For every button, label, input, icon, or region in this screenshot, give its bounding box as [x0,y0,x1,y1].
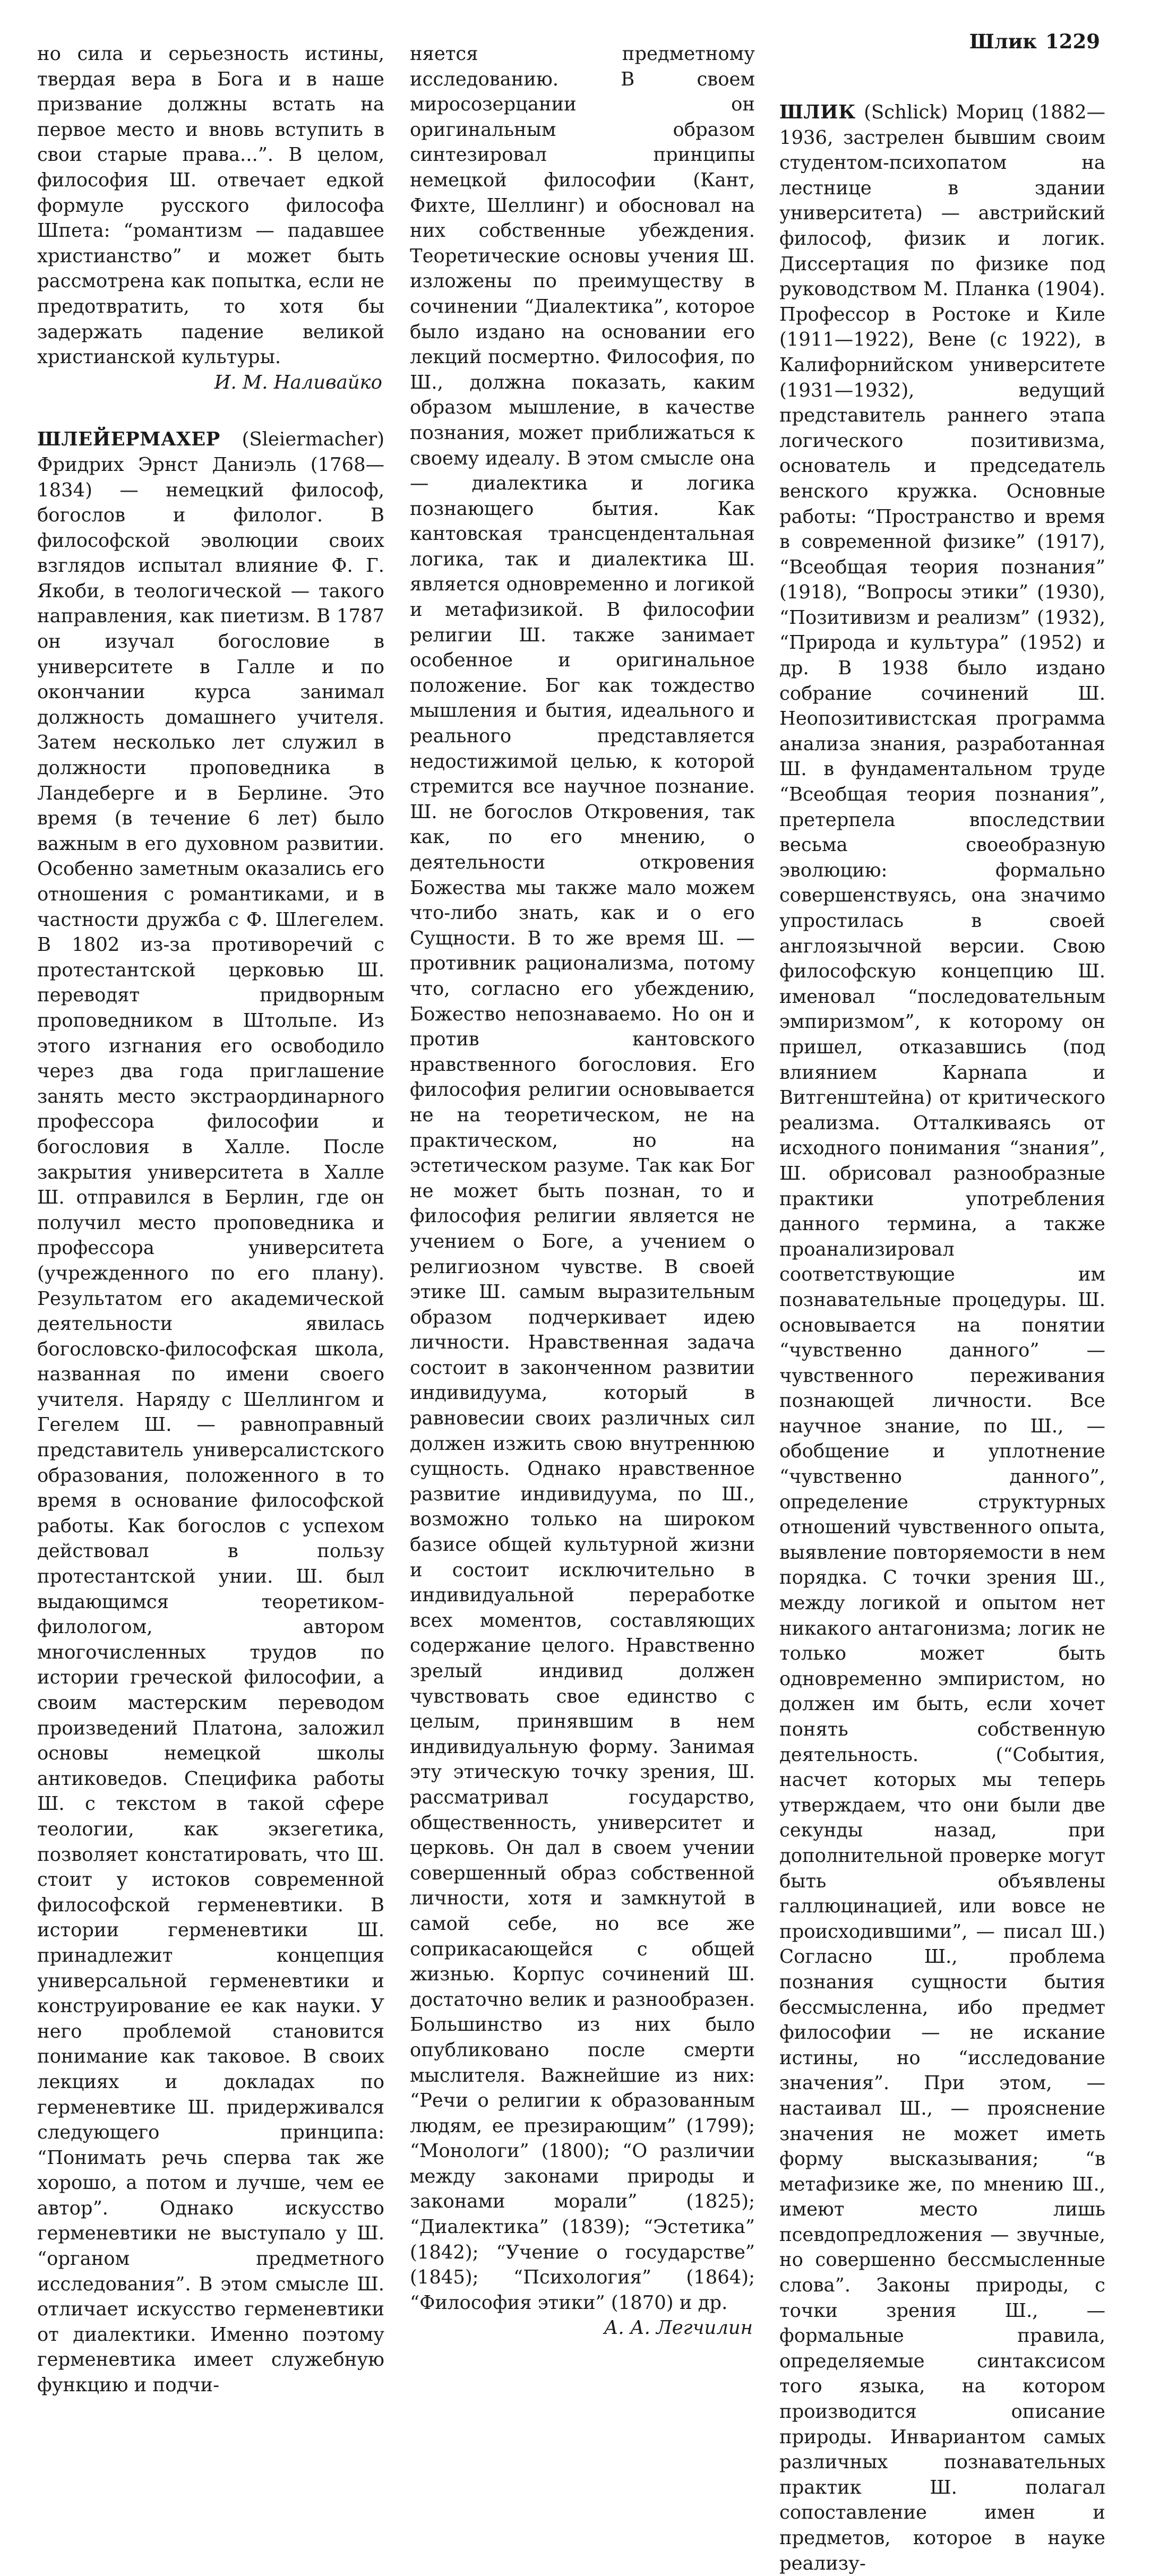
entry-text: (Sleiermacher) Фридрих Эрнст Даниэль (1768—1834) — немецкий философ, богослов и филолог. В философской эволюции своих взглядов испытал влияние Ф. Г. Якоби, в теологической — такого направления, как пиетизм. В 1787 он изучал богословие в университете в Галле и по окончании курса занимал должность домашнего учителя. Затем несколько лет служил в должности проповедника в Ландеберге и в Берлине. Это время (в течение 6 лет) было важным в его духовном развитии. Особенно заметным оказались его отношения с романтиками, и в частности дружба с Ф. Шлегелем. В 1802 из-за противоречий с протестантской церковью Ш. переводят придворным проповедником в Штольпе. Из этого изгнания его освободило через два года приглашение занять место экстраординарного профессора философии и богословия в Халле. После закрытия университета в Халле Ш. отправился в Берлин, где он получил место проповедника и профессора университета (учрежденного по его плану). Результатом его академической деятельности явилась богословско-философская школа, названная по имени своего учителя. Наряду с Шеллингом и Гегелем Ш. — равноправный представитель универсалистского образования, положенного в то время в основание философской работы. Как богослов с успехом действовал в пользу протестантской унии. Ш. был выдающимся теоретиком-филологом, автором многочисленных трудов по истории греческой философии, а своим мастерским переводом произведений Платона, заложил основы немецкой школы антиковедов. Специфика работы Ш. с текстом в такой сфере теологии, как экзегетика, позволяет констатировать, что Ш. стоит у истоков современной философской герменевтики. В истории герменевтики Ш. принадлежит концепция универсальной герменевтики и конструирование ее как науки. У него проблемой становится понимание как таковое. В своих лекциях и докладах по герменевтике Ш. придерживался следующего принципа: “Понимать речь сперва так же хорошо, а потом и лучше, чем ее автор”. Однако искусство герменевтики не выступало у Ш. “органом предметного исследования”. В этом смысле Ш. отличает искусство герменевтики от диалектики. Именно поэтому герменевтика имеет служебную функцию и подчи- [37,428,384,2397]
column-1 [37,41,384,2397]
entry-headword: ШЛИК [779,101,856,123]
entry-schlick [779,100,1105,2576]
entry-headword: ШЛЕЙЕРМАХЕР [37,428,220,451]
column-3 [779,100,1106,2574]
author-signature: И. М. Наливайко [214,371,382,393]
paragraph-continued: но сила и серьезность истины, твердая вера в Бога и в наше призвание должны встать на первое место и вновь вступить в свои старые права...”. В целом, философия Ш. отвечает едкой формуле русского философа Шпета: “романтизм — падавшее христианство” и может быть рассмотрена как попытка, если не предотвратить, то хотя бы задержать падение великой христианской культуры. [37,43,384,368]
running-header-title: Шлик [969,30,1037,53]
column-2 [410,41,755,2339]
author-signature: А. А. Легчилин [604,2317,753,2339]
entry-gap [37,395,384,427]
entry-text-continued: няется предметному исследованию. В своем миросозерцании он оригинальным образом синтезировал принципы немецкой философии (Кант, Фихте, Шеллинг) и обосновал на них собственные убеждения. Теоретические основы учения Ш. изложены по преимуществу в сочинении “Диалектика”, которое было издано на основании его лекций посмертно. Философия, по Ш., должна показать, каким образом мышление, в качестве познания, может приближаться к своему идеалу. В этом смысле она — диалектика и логика познающего бытия. Как кантовская трансцендентальная логика, так и диалектика Ш. является одновременно и логикой и метафизикой. В философии религии Ш. также занимает особенное и оригинальное положение. Бог как тождество мышления и бытия, идеального и реального представляется недостижимой целью, к которой стремится все научное познание. Ш. не богослов Откровения, так как, по его мнению, о деятельности откровения Божества мы также мало можем что-либо знать, как и о его Сущности. В то же время Ш. — противник рационализма, потому что, согласно его убеждению, Божество непознаваемо. Но он и против кантовского нравственного богословия. Его философия религии основывается не на теоретическом, не на практическом, но на эстетическом разуме. Так как Бог не может быть познан, то и философия религии является не учением о Боге, а учением о религиозном чувстве. В своей этике Ш. самым выразительным образом подчеркивает идею личности. Нравственная задача состоит в законченном развитии индивидуума, который в равновесии своих различных сил должен изжить свою внутреннюю сущность. Однако нравственное развитие индивидуума, по Ш., возможно только на широком базисе общей культурной жизни и состоит исключительно в индивидуальной переработке всех моментов, составляющих содержание целого. Нравственно зрелый индивид должен чувствовать свое единство с целым, принявшим в нем индивидуальную форму. Занимая эту этическую точку зрения, Ш. рассматривал государство, общественность, университет и церковь. Он дал в своем учении совершенный образ собственной личности, хотя и замкнутой в самой себе, но все же соприкасающейся с общей жизнью. Корпус сочинений Ш. достаточно велик и разнообразен. Большинство из них было опубликовано после смерти мыслителя. Важнейшие из них: “Речи о религии к образованным людям, ее презирающим” (1799); “Монологи” (1800); “О различии между законами природы и законами морали” (1825); “Диалектика” (1839); “Эстетика” (1842); “Учение о государстве” (1845); “Психология” (1864); “Философия этики” (1870) и др. [410,43,755,2314]
page-number: 1229 [1045,30,1100,53]
running-header [969,30,1100,53]
entry-schleiermacher [37,427,384,2398]
entry-text: (Schlick) Мориц (1882—1936, застрелен бывшим своим студентом-психопатом на лестнице в здании университета) — австрийский философ, физик и логик. Диссертация по физике под руководством М. Планка (1904). Профессор в Ростоке и Киле (1911—1922), Вене (с 1922), в Калифорнийском университете (1931—1932), ведущий представитель раннего этапа логического позитивизма, основатель и председатель венского кружка. Основные работы: “Пространство и время в современной физике” (1917), “Всеобщая теория познания” (1918), “Вопросы этики” (1930), “Позитивизм и реализм” (1932), “Природа и культура” (1952) и др. В 1938 было издано собрание сочинений Ш. Неопозитивистская программа анализа знания, разработанная Ш. в фундаментальном труде “Всеобщая теория познания”, претерпела впоследствии весьма своеобразную эволюцию: формально совершенствуясь, она значимо упростилась в своей англоязычной версии. Свою философскую концепцию Ш. именовал “последовательным эмпиризмом”, к которому он пришел, отказавшись (под влиянием Карнапа и Витгенштейна) от критического реализма. Отталкиваясь от исходного понимания “знания”, Ш. обрисовал разнообразные практики употребления данного термина, а также проанализировал соответствующие им познавательные процедуры. Ш. основывается на понятии “чувственно данного” — чувственного переживания познающей личности. Все научное знание, по Ш., — обобщение и уплотнение “чувственно данного”, определение структурных отношений чувственного опыта, выявление повторяемости в нем порядка. С точки зрения Ш., между логикой и опытом нет никакого антагонизма; логик не только может быть одновременно эмпиристом, но должен им быть, если хочет понять собственную деятельность. (“События, насчет которых мы теперь утверждаем, что они были две секунды назад, при дополнительной проверке могут быть объявлены галлюцинацией, или вовсе не происходившими”, — писал Ш.) Согласно Ш., проблема познания сущности бытия бессмысленна, ибо предмет философии — не искание истины, но “исследование значения”. При этом, — настаивал Ш., — прояснение значения не может иметь форму высказывания; “в метафизике же, по мнению Ш., имеют место лишь псевдопредложения — звучные, но совершенно бессмысленные слова”. Законы природы, с точки зрения Ш., — формальные правила, определяемые синтаксисом того языка, на котором производится описание природы. Инвариантом самых различных познавательных практик Ш. полагал сопоставление имен и предметов, которое в науке реализу- [779,101,1106,2574]
